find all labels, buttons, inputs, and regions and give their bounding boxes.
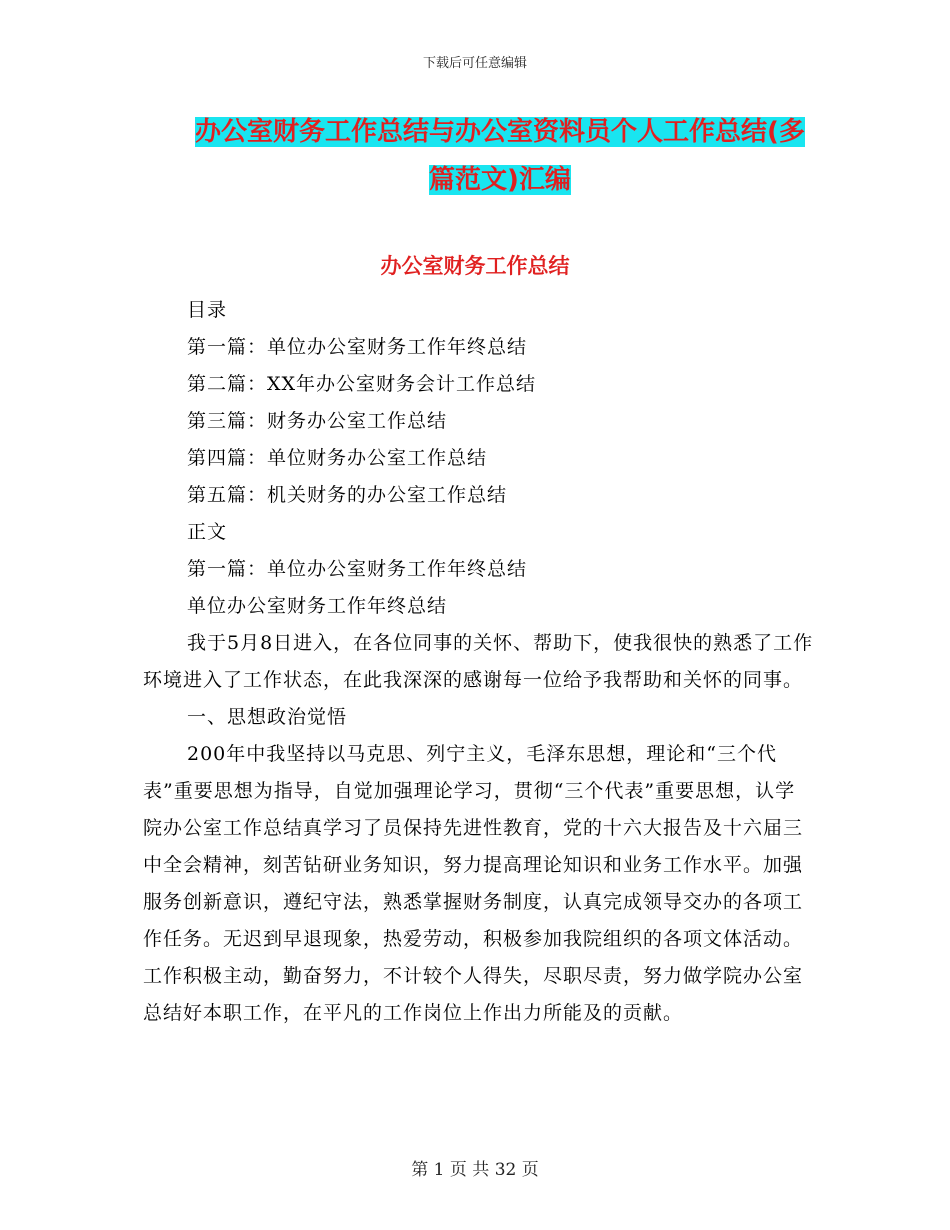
paragraph: 200年中我坚持以马克思、列宁主义，毛泽东思想，理论和“三个代表”重要思想为指导，自觉加强理论学习，贯彻“三个代表”重要思想，认学院办公室工作总结真学习了员保持先进性教育，党的十六大报告及十六届三中全会精神，刻苦钻研业务知识，努力提高理论知识和业务工作水平。加强服务创新意识，遵纪守法，熟悉掌握财务制度，认真完成领导交办的各项工作任务。无迟到早退现象，热爱劳动，积极参加我院组织的各项文体活动。工作积极主动，勤奋努力，不计较个人得失，尽职尽责，努力做学院办公室总结好本职工作，在平凡的工作岗位上作出力所能及的贡献。 <box>143 743 804 1024</box>
toc-item: 第五篇：机关财务的办公室工作总结 <box>187 484 508 506</box>
document-title <box>185 108 815 204</box>
page-number: 第 1 页 共 32 页 <box>411 1160 539 1180</box>
toc-heading: 目录 <box>187 299 228 321</box>
chapter-subtitle: 单位办公室财务工作年终总结 <box>187 595 448 617</box>
chapter-heading: 第一篇：单位办公室财务工作年终总结 <box>187 558 528 580</box>
paragraph: 我于5月8日进入，在各位同事的关怀、帮助下，使我很快的熟悉了工作环境进入了工作状态，在此我深深的感谢每一位给予我帮助和关怀的同事。 <box>143 632 814 691</box>
document-title-text: 办公室财务工作总结与办公室资料员个人工作总结(多篇范文)汇编 <box>195 117 805 195</box>
paragraph-heading: 一、思想政治觉悟 <box>187 706 348 728</box>
header-note: 下载后可任意编辑 <box>422 56 527 71</box>
body-heading: 正文 <box>187 521 228 543</box>
toc-item: 第四篇：单位财务办公室工作总结 <box>187 447 488 469</box>
toc-item: 第三篇：财务办公室工作总结 <box>187 410 448 432</box>
document-body <box>143 292 815 1032</box>
toc-item: 第二篇：XX年办公室财务会计工作总结 <box>187 373 537 395</box>
toc-item: 第一篇：单位办公室财务工作年终总结 <box>187 336 528 358</box>
section-title: 办公室财务工作总结 <box>380 254 570 278</box>
